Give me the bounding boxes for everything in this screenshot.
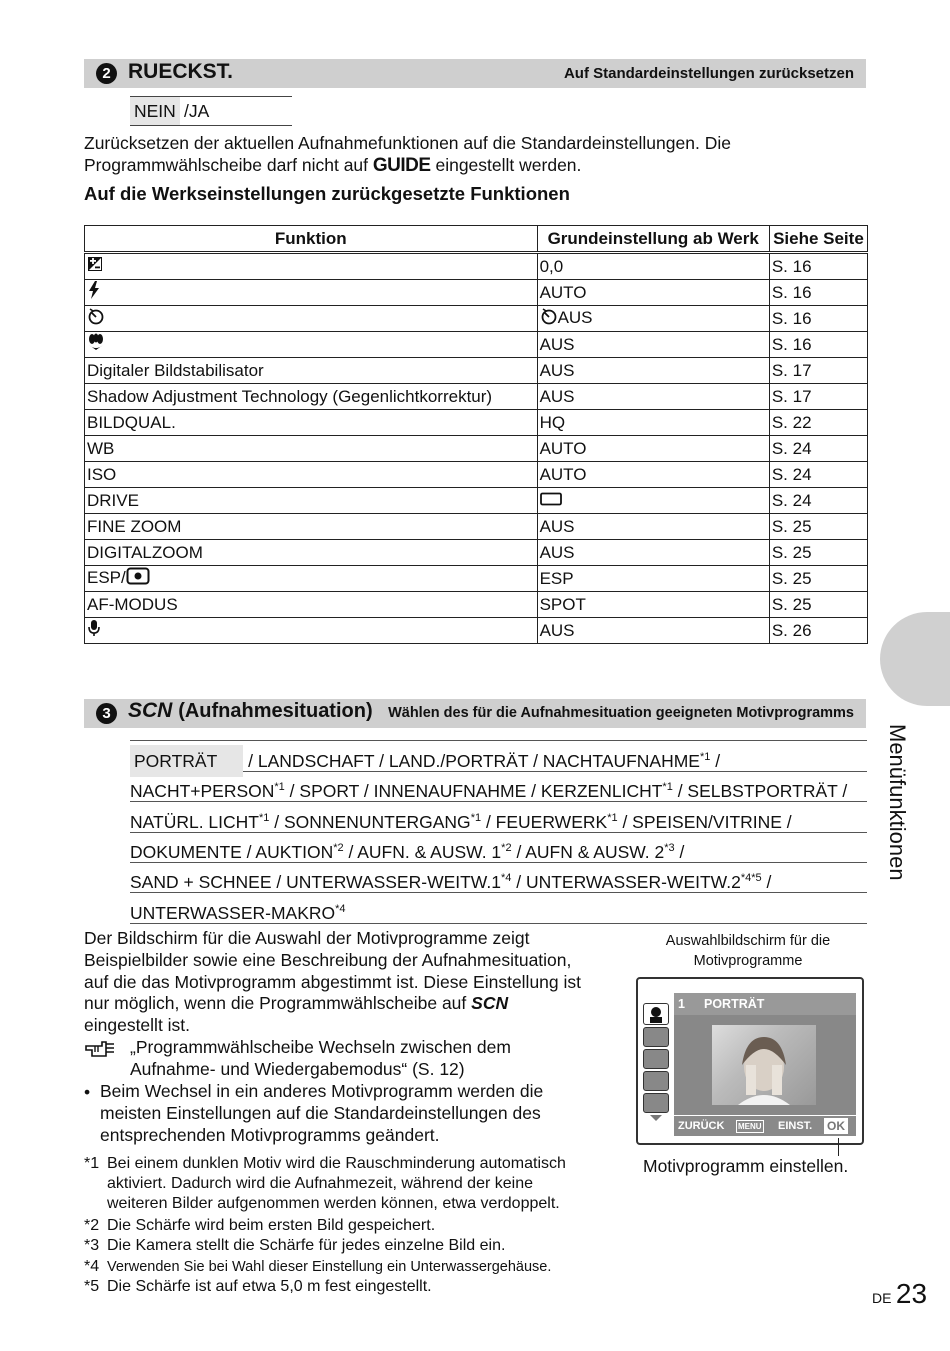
cell-funktion bbox=[85, 253, 538, 280]
factory-settings-table bbox=[84, 225, 868, 644]
table-row bbox=[85, 488, 868, 514]
footnote bbox=[84, 1216, 624, 1236]
scene-options-line bbox=[130, 802, 867, 833]
landscape-portrait-scene-icon bbox=[643, 1071, 669, 1091]
self-timer-icon bbox=[540, 307, 558, 330]
footnote-mark: *1 bbox=[84, 1155, 100, 1172]
table-header-row bbox=[85, 226, 868, 253]
cell-funktion: AF-MODUS bbox=[85, 592, 538, 618]
cell-seite: S. 26 bbox=[769, 618, 867, 644]
col-header-funktion: Funktion bbox=[85, 226, 538, 253]
table-row bbox=[85, 462, 868, 488]
footnote-mark: *3 bbox=[84, 1237, 100, 1254]
cell-seite: S. 25 bbox=[769, 540, 867, 566]
chapter-label: Menüfunktionen bbox=[885, 724, 910, 881]
table-heading: Auf die Werkseinstellungen zurückgesetzte Funktionen bbox=[84, 183, 570, 204]
footnote-text: Verwenden Sie bei Wahl dieser Einstellung ein Unterwassergehäuse. bbox=[107, 1258, 552, 1275]
cell-seite: S. 17 bbox=[769, 384, 867, 410]
scene-option-selected[interactable]: PORTRÄT bbox=[130, 745, 243, 777]
scene-option-text: / SELBSTPORTRÄT / bbox=[672, 781, 848, 802]
scene-options-line bbox=[130, 893, 867, 924]
scn-description: Der Bildschirm für die Auswahl der Motivprogramme zeigt Beispielbilder sowie eine Beschreibung der Aufnahmesituation, auf die das Motivprogramm abgestimmt ist. Diese Einstellung ist nur möglich, wenn die Programmwählscheibe auf SCN eingestellt ist. bbox=[84, 928, 582, 1036]
cell-seite: S. 25 bbox=[769, 514, 867, 540]
desc-line-1: Zurücksetzen der aktuellen Aufnahmefunktionen auf die Standardeinstellungen. Die bbox=[84, 133, 731, 153]
footnote-text: Die Schärfe ist auf etwa 5,0 m fest eingestellt. bbox=[107, 1278, 432, 1295]
menu-key-icon: MENU bbox=[738, 1122, 762, 1131]
flash-icon bbox=[87, 281, 101, 304]
screen-title-bar: 1 PORTRÄT bbox=[674, 993, 856, 1015]
cell-seite: S. 16 bbox=[769, 306, 867, 332]
self-timer-icon bbox=[87, 307, 105, 330]
cell-funktion bbox=[85, 280, 538, 306]
rueckst-description bbox=[84, 132, 874, 177]
footnote bbox=[84, 1236, 624, 1256]
bullet-text: Beim Wechsel in ein anderes Motivprogramm werden die meisten Einstellungen auf die Standardeinstellungen des entsprechenden Motivprogramms geändert. bbox=[100, 1081, 544, 1145]
section-subtitle: Auf Standardeinstellungen zurücksetzen bbox=[563, 65, 854, 82]
table-row bbox=[85, 306, 868, 332]
footnote-ref: *1 bbox=[607, 811, 618, 824]
cell-wert: ESP bbox=[537, 566, 769, 592]
cell-seite: S. 25 bbox=[769, 592, 867, 618]
section-title: SCN (Aufnahmesituation) bbox=[128, 699, 373, 722]
cell-seite: S. 16 bbox=[769, 280, 867, 306]
scene-options-line bbox=[130, 741, 867, 772]
col-header-grundeinstellung: Grundeinstellung ab Werk bbox=[537, 226, 769, 253]
cell-seite: S. 17 bbox=[769, 358, 867, 384]
cell-wert: 0,0 bbox=[537, 253, 769, 280]
set-label: EINST. bbox=[778, 1120, 813, 1132]
cell-funktion: DRIVE bbox=[85, 488, 538, 514]
scroll-down-icon[interactable] bbox=[650, 1115, 662, 1121]
cell-wert: HQ bbox=[537, 410, 769, 436]
guide-mode-label: GUIDE bbox=[372, 155, 431, 176]
footnote-ref: *4 bbox=[335, 902, 346, 915]
exposure-compensation-icon bbox=[87, 256, 103, 277]
footnote bbox=[84, 1154, 624, 1214]
table-row bbox=[85, 618, 868, 644]
microphone-icon bbox=[87, 619, 101, 642]
scene-options-line bbox=[130, 862, 867, 893]
footnote-ref: *1 bbox=[470, 811, 482, 824]
section-number: 2 bbox=[96, 63, 117, 84]
footnote-mark: *4 bbox=[84, 1257, 100, 1275]
scene-option-text: / FEUERWERK bbox=[481, 811, 608, 832]
cell-seite: S. 25 bbox=[769, 566, 867, 592]
reference-icon bbox=[84, 1038, 118, 1065]
spot-metering-icon bbox=[126, 567, 150, 590]
cell-wert: AUS bbox=[537, 358, 769, 384]
scene-option-text: / bbox=[674, 841, 685, 862]
ok-key-icon: OK bbox=[824, 1118, 848, 1134]
cell-seite: S. 16 bbox=[769, 253, 867, 280]
scene-option-text: / bbox=[710, 750, 721, 771]
back-label: ZURÜCK bbox=[678, 1120, 725, 1132]
single-frame-icon bbox=[540, 491, 562, 511]
cell-seite: S. 22 bbox=[769, 410, 867, 436]
desc-line-2: Programmwählscheibe darf nicht auf GUIDE eingestellt werden. bbox=[84, 155, 582, 176]
cell-funktion: Digitaler Bildstabilisator bbox=[85, 358, 538, 384]
table-row bbox=[85, 410, 868, 436]
cell-funktion: Shadow Adjustment Technology (Gegenlichtkorrektur) bbox=[85, 384, 538, 410]
footnote-ref: *1 bbox=[259, 811, 270, 824]
scene-option-text: / AUFN & AUSW. 2 bbox=[511, 841, 665, 862]
reference-text: „Programmwählscheibe Wechseln zwischen dem Aufnahme- und Wiedergabemodus“ (S. 12) bbox=[130, 1037, 511, 1079]
cell-funktion bbox=[85, 618, 538, 644]
footnote-mark: *5 bbox=[84, 1278, 100, 1295]
scene-option-text: / LANDSCHAFT / LAND./PORTRÄT / NACHTAUFNAHME bbox=[243, 750, 700, 771]
section-title: RUECKST. bbox=[128, 60, 234, 83]
table-row bbox=[85, 540, 868, 566]
cell-wert: AUS bbox=[537, 514, 769, 540]
footnote-text: Die Schärfe wird beim ersten Bild gespeichert. bbox=[107, 1216, 436, 1234]
cell-wert: AUTO bbox=[537, 280, 769, 306]
cell-wert: AUTO bbox=[537, 462, 769, 488]
indoor-scene-icon bbox=[643, 1049, 669, 1069]
cell-funktion: WB bbox=[85, 436, 538, 462]
col-header-seite: Siehe Seite bbox=[769, 226, 867, 253]
scene-option-text: / AUFN. & AUSW. 1 bbox=[343, 841, 502, 862]
cell-seite: S. 24 bbox=[769, 436, 867, 462]
scene-options-line bbox=[130, 832, 867, 863]
table-row bbox=[85, 566, 868, 592]
footnote-ref: *4*5 bbox=[740, 872, 762, 885]
cell-wert: SPOT bbox=[537, 592, 769, 618]
portrait-sample-photo bbox=[712, 1025, 816, 1105]
scene-option-text: UNTERWASSER-MAKRO bbox=[130, 902, 336, 923]
scene-option-text: / SPORT / INNENAUFNAHME / KERZENLICHT bbox=[284, 781, 663, 802]
cell-wert: AUS bbox=[537, 618, 769, 644]
cell-wert: AUTO bbox=[537, 436, 769, 462]
table-row bbox=[85, 384, 868, 410]
cell-wert: AUS bbox=[537, 384, 769, 410]
table-row bbox=[85, 358, 868, 384]
footnote-ref: *2 bbox=[501, 841, 512, 854]
scene-option-text: / SONNENUNTERGANG bbox=[269, 811, 471, 832]
option-ja[interactable]: /JA bbox=[184, 101, 210, 121]
portrait-scene-icon bbox=[643, 1003, 669, 1025]
cell-wert: AUS bbox=[537, 306, 769, 332]
screen-caption: Auswahlbildschirm für die Motivprogramme bbox=[665, 933, 831, 969]
table-row bbox=[85, 436, 868, 462]
table-row bbox=[85, 280, 868, 306]
cell-funktion: ISO bbox=[85, 462, 538, 488]
scn-mode-label: SCN bbox=[471, 993, 509, 1014]
cell-wert: AUS bbox=[537, 332, 769, 358]
section-header-rueckst bbox=[84, 59, 866, 88]
screen-sidebar bbox=[641, 997, 671, 1125]
cell-funktion bbox=[85, 306, 538, 332]
reset-options bbox=[130, 96, 292, 126]
scene-option-text: SAND + SCHNEE / UNTERWASSER-WEITW.1 bbox=[130, 872, 501, 893]
section-number: 3 bbox=[96, 703, 117, 724]
screen-pointer-line bbox=[838, 1138, 839, 1156]
cell-funktion: ESP/ bbox=[85, 566, 538, 592]
scene-option-text: / UNTERWASSER-WEITW.2 bbox=[511, 872, 741, 893]
footnote-text: weiteren Bilder aufgenommen werden können, etwa verdoppelt. bbox=[107, 1195, 560, 1212]
scene-options-line bbox=[130, 771, 867, 802]
night-scene-icon bbox=[643, 1093, 669, 1113]
scene-option-text: / SPEISEN/VITRINE / bbox=[617, 811, 792, 832]
bullet-marker: • bbox=[84, 1082, 91, 1102]
footnote-text: Die Kamera stellt die Schärfe für jedes einzelne Bild ein. bbox=[107, 1237, 506, 1254]
macro-icon bbox=[87, 333, 105, 356]
cell-funktion: DIGITALZOOM bbox=[85, 540, 538, 566]
footnote-mark: *2 bbox=[84, 1216, 100, 1234]
scn-mode-label: SCN bbox=[128, 699, 173, 722]
screen-bottom-bar bbox=[674, 1116, 856, 1136]
table-row bbox=[85, 253, 868, 280]
chapter-tab[interactable] bbox=[880, 612, 950, 706]
cell-funktion: BILDQUAL. bbox=[85, 410, 538, 436]
cell-wert bbox=[537, 488, 769, 514]
option-nein-selected[interactable]: NEIN bbox=[130, 97, 180, 125]
footnote-ref: *1 bbox=[274, 781, 285, 794]
scene-option-text: NATÜRL. LICHT bbox=[130, 811, 259, 832]
screen-bottom-caption: Motivprogramm einstellen. bbox=[643, 1156, 849, 1176]
cell-wert: AUS bbox=[537, 540, 769, 566]
footnote-ref: *3 bbox=[664, 841, 675, 854]
cell-funktion: FINE ZOOM bbox=[85, 514, 538, 540]
screen-preview-area bbox=[674, 1015, 856, 1115]
scene-option-text: / bbox=[761, 872, 772, 893]
scene-selection-screen bbox=[636, 977, 864, 1145]
cell-seite: S. 16 bbox=[769, 332, 867, 358]
table-row bbox=[85, 514, 868, 540]
footnote bbox=[84, 1257, 624, 1277]
table-row bbox=[85, 332, 868, 358]
section-header-scn bbox=[84, 699, 866, 728]
table-row bbox=[85, 592, 868, 618]
cell-seite: S. 24 bbox=[769, 488, 867, 514]
language-code: DE bbox=[872, 1290, 892, 1306]
scene-option-text: DOKUMENTE / AUKTION bbox=[130, 841, 334, 862]
scene-option-text: NACHT+PERSON bbox=[130, 781, 275, 802]
section-subtitle: Wählen des für die Aufnahmesituation geeigneten Motivprogramms bbox=[388, 705, 854, 721]
footnote-text: aktiviert. Dadurch wird die Aufnahmezeit, während der keine bbox=[107, 1175, 533, 1192]
footnote-ref: *2 bbox=[333, 841, 344, 854]
footnote-ref: *1 bbox=[662, 781, 673, 794]
page-number: 23 bbox=[895, 1278, 928, 1309]
cell-funktion bbox=[85, 332, 538, 358]
footnote-ref: *4 bbox=[500, 872, 512, 885]
footnote-text: Bei einem dunklen Motiv wird die Rauschminderung automatisch bbox=[107, 1155, 566, 1172]
landscape-scene-icon bbox=[643, 1027, 669, 1047]
footnote-ref: *1 bbox=[699, 751, 711, 763]
footnote bbox=[84, 1277, 624, 1297]
page-footer bbox=[872, 1278, 927, 1310]
cell-seite: S. 24 bbox=[769, 462, 867, 488]
